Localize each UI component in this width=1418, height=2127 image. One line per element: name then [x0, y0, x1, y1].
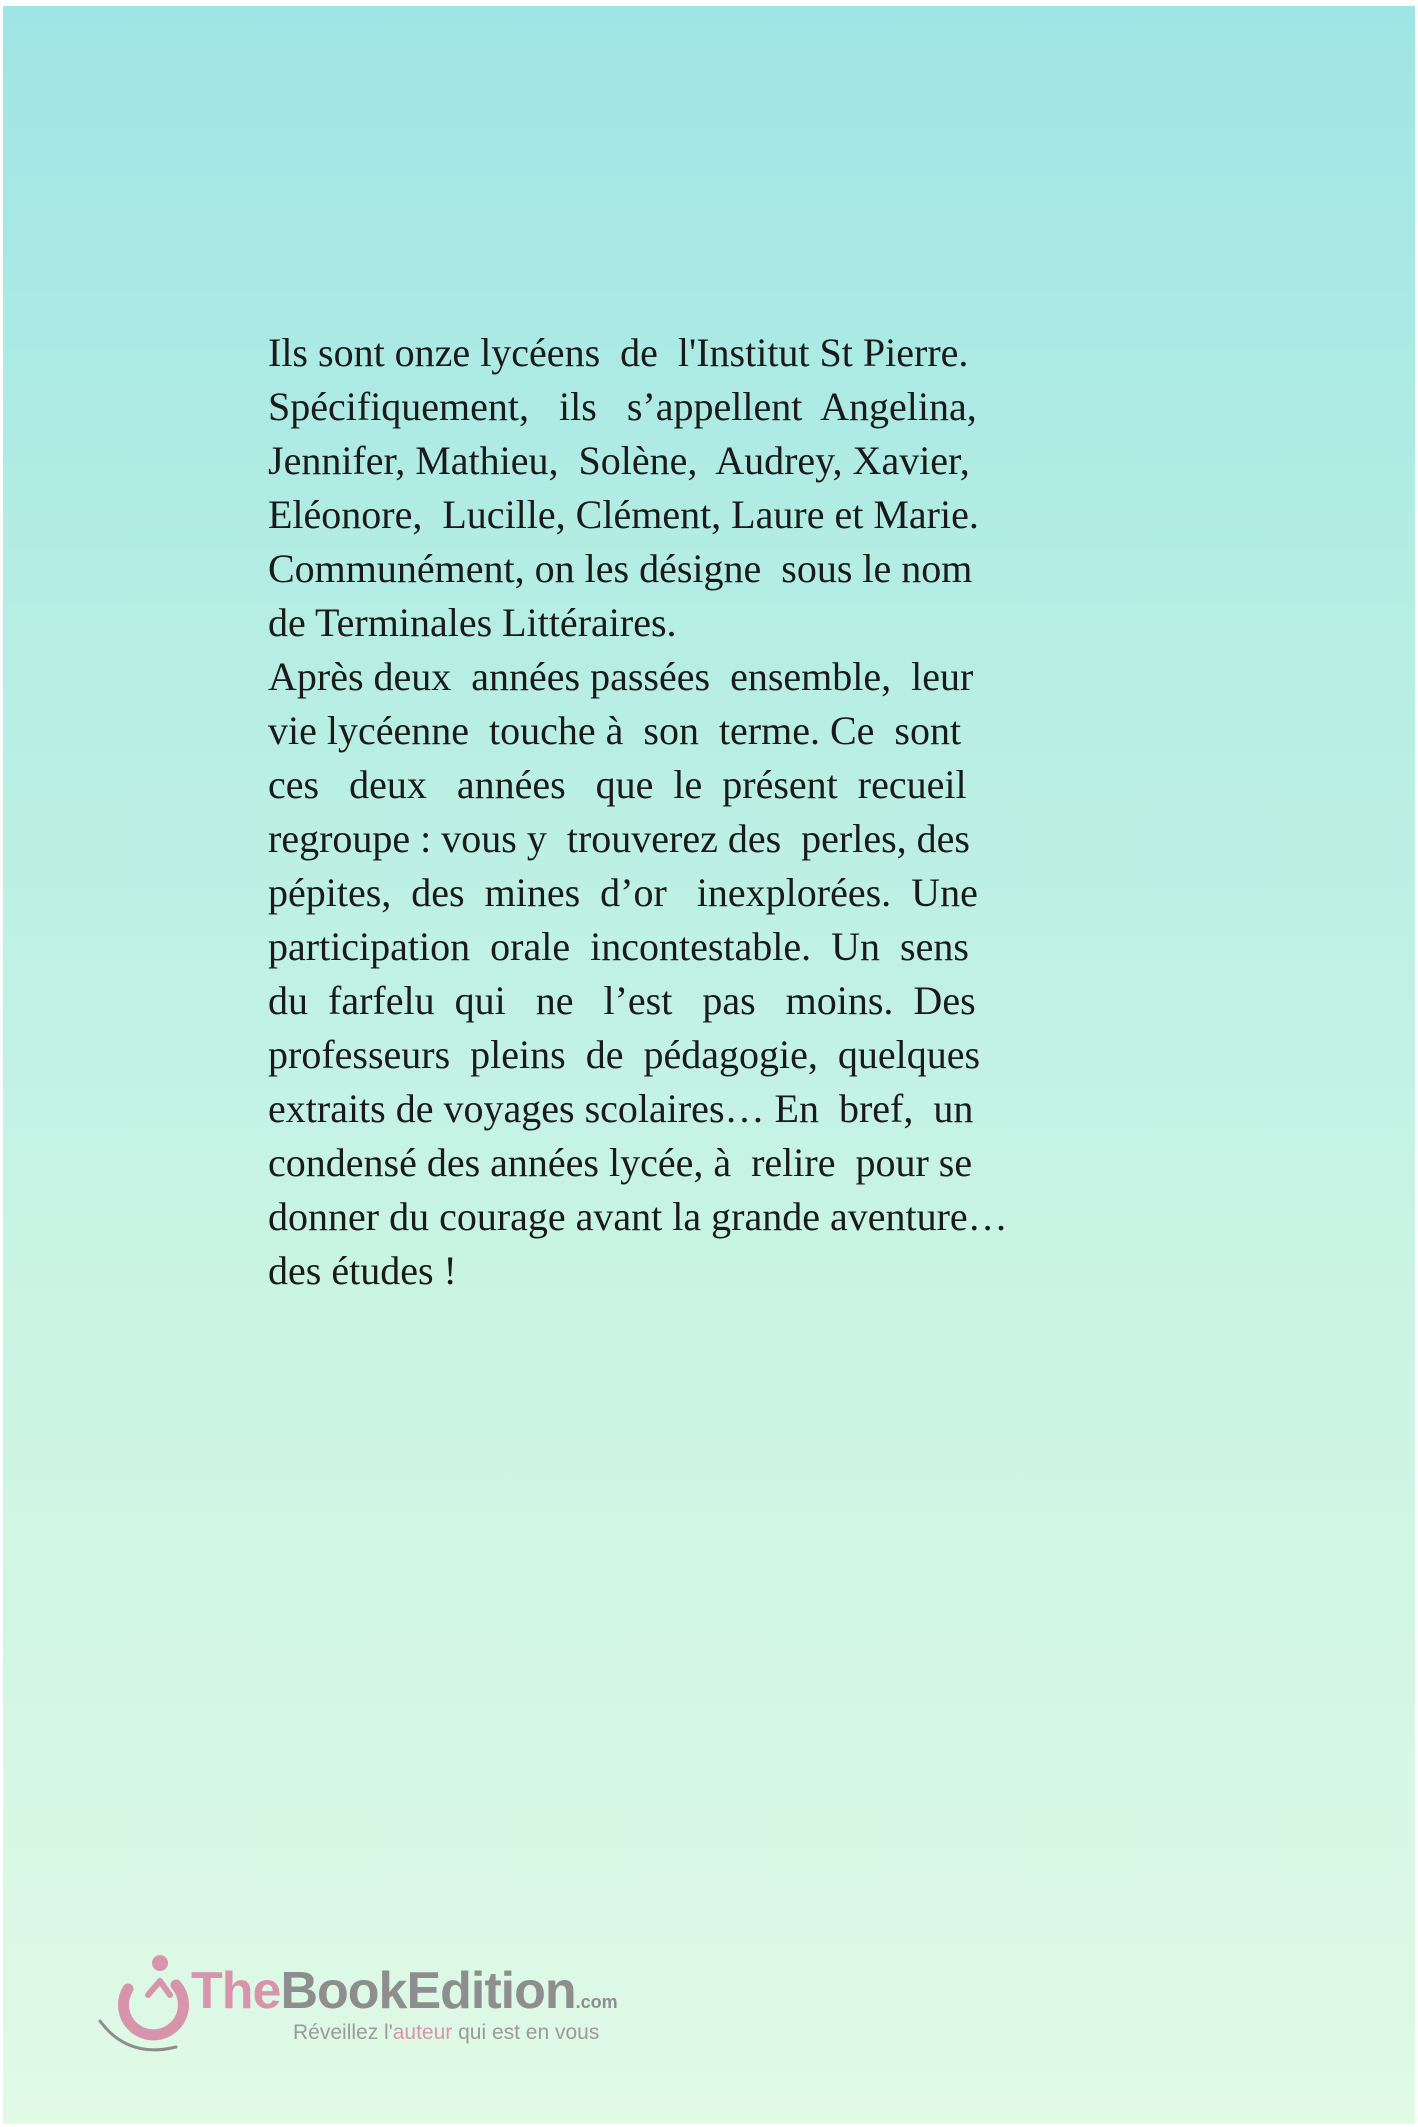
- publisher-tagline: [293, 2021, 599, 2045]
- blurb-line: donner du courage avant la grande aventure…: [268, 1194, 1008, 1239]
- publisher-logo: [98, 1951, 698, 2071]
- blurb-line: des études !: [268, 1248, 457, 1293]
- blurb-line: vie lycéenne touche à son terme. Ce sont: [268, 708, 962, 753]
- blurb-line: professeurs pleins de pédagogie, quelques: [268, 1032, 981, 1077]
- blurb-line: ces deux années que le présent recueil: [268, 762, 967, 807]
- blurb-line: Communément, on les désigne sous le nom: [268, 546, 973, 591]
- person-circle-logo-icon: [98, 1951, 193, 2066]
- blurb-line: Spécifiquement, ils s’appellent Angelina,: [268, 384, 977, 429]
- back-cover: [3, 6, 1415, 2124]
- blurb-line: Après deux années passées ensemble, leur: [268, 654, 974, 699]
- blurb-line: du farfelu qui ne l’est pas moins. Des: [268, 978, 976, 1023]
- blurb-line: extraits de voyages scolaires… En bref, un: [268, 1086, 974, 1131]
- publisher-name-bookedition: BookEdition: [280, 1962, 576, 2020]
- tagline-before: Réveillez l': [293, 2021, 393, 2044]
- blurb-line: Ils sont onze lycéens de l'Institut St Pierre.: [268, 330, 969, 375]
- publisher-name-the: The: [191, 1962, 281, 2020]
- blurb-line: de Terminales Littéraires.: [268, 600, 677, 645]
- blurb-line: Eléonore, Lucille, Clément, Laure et Marie.: [268, 492, 979, 537]
- blurb-line: Jennifer, Mathieu, Solène, Audrey, Xavier,: [268, 438, 970, 483]
- blurb-line: participation orale incontestable. Un sens: [268, 924, 969, 969]
- blurb-line: pépites, des mines d’or inexplorées. Une: [268, 870, 978, 915]
- tagline-after: qui est en vous: [452, 2021, 600, 2044]
- tagline-accent: auteur: [392, 2021, 453, 2044]
- blurb-line: regroupe : vous y trouverez des perles, des: [268, 816, 970, 861]
- publisher-domain: .com: [575, 1992, 618, 2012]
- blurb-line: condensé des années lycée, à relire pour se: [268, 1140, 973, 1185]
- back-cover-blurb: [268, 326, 1128, 1298]
